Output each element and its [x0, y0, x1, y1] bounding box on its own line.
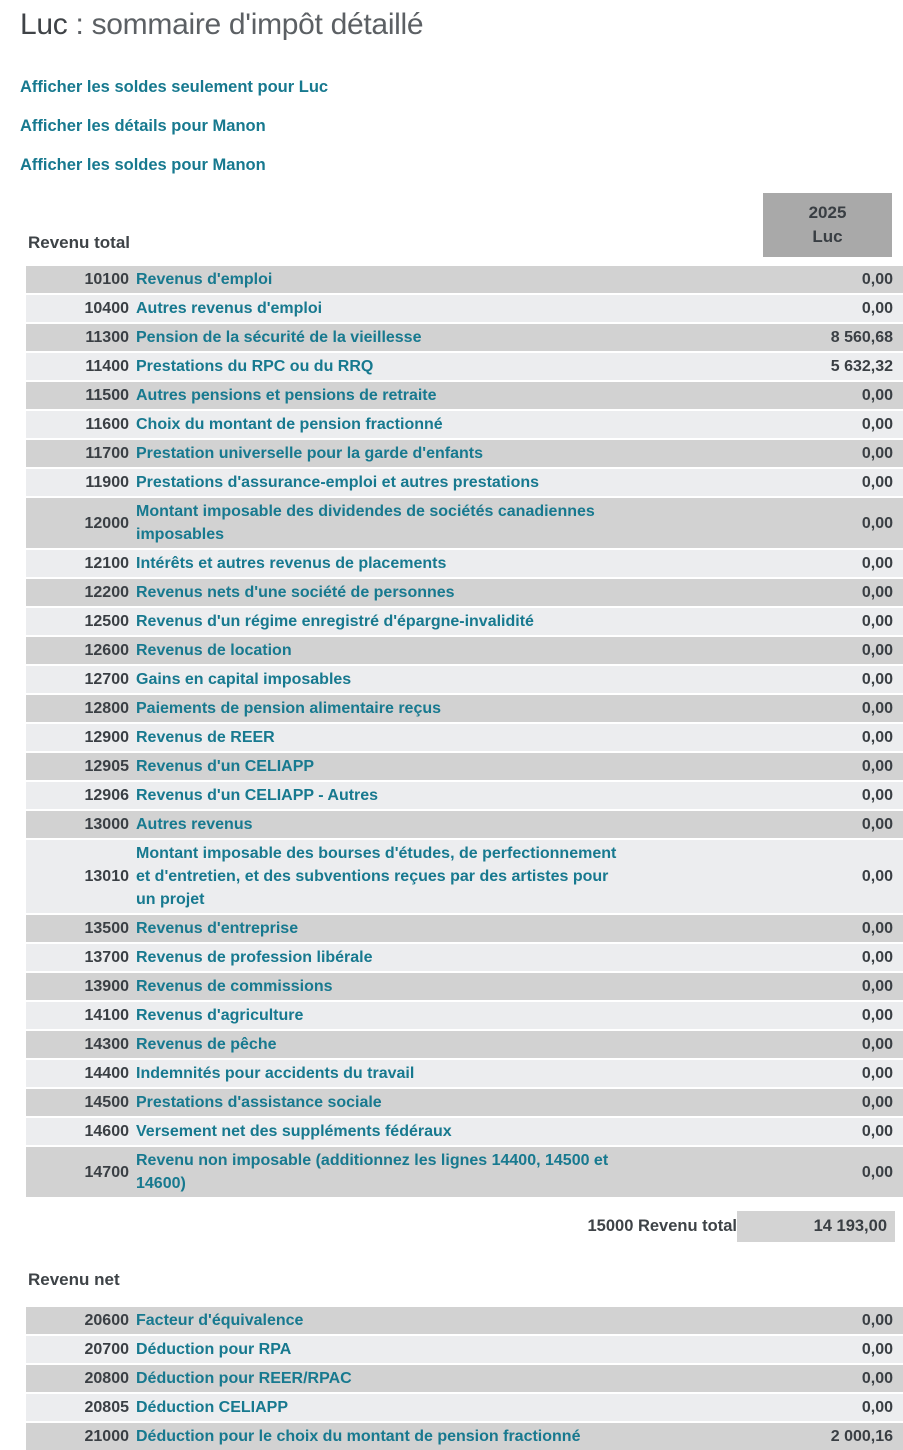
row-line-number: 20700	[84, 1341, 129, 1358]
row-value: 0,00	[861, 1312, 893, 1329]
row-label-link[interactable]: Indemnités pour accidents du travail	[136, 1065, 415, 1082]
row-label-link[interactable]: Revenus de commissions	[136, 978, 333, 995]
row-line-number: 11400	[85, 358, 129, 375]
table-row	[26, 1394, 903, 1421]
row-label-link[interactable]: Prestations du RPC ou du RRQ	[136, 358, 374, 375]
row-label-link[interactable]: Revenus d'agriculture	[136, 1007, 304, 1024]
row-line-number: 10400	[84, 300, 129, 317]
row-value: 0,00	[861, 949, 893, 966]
row-line-number: 13900	[84, 978, 129, 995]
row-value: 0,00	[861, 642, 893, 659]
table-row	[26, 608, 903, 635]
row-value: 0,00	[861, 300, 893, 317]
table-row	[26, 382, 903, 409]
row-value: 0,00	[861, 1007, 893, 1024]
table-row	[26, 266, 903, 293]
table-row	[26, 469, 903, 496]
row-label-link[interactable]: Revenus de profession libérale	[136, 949, 373, 966]
row-value: 0,00	[861, 1370, 893, 1387]
total-label	[587, 1217, 737, 1236]
row-line-number: 12100	[84, 555, 129, 572]
row-line-number: 20800	[84, 1370, 129, 1387]
row-label-link[interactable]: Revenus nets d'une société de personnes	[136, 584, 455, 601]
row-value: 0,00	[861, 1163, 893, 1181]
row-value: 0,00	[861, 387, 893, 404]
table-row	[26, 1147, 903, 1197]
table-row	[26, 753, 903, 780]
row-label-link[interactable]: Revenus d'emploi	[136, 271, 273, 288]
page-title-subtitle: : sommaire d'impôt détaillé	[75, 8, 424, 41]
column-header	[763, 193, 892, 257]
row-label-link[interactable]: Revenus d'un CELIAPP	[136, 758, 315, 775]
row-label-link[interactable]: Prestations d'assurance-emploi et autres prestations	[136, 474, 540, 491]
tax-summary-page	[0, 6, 903, 1443]
table-row	[26, 353, 903, 380]
row-line-number: 10100	[84, 271, 129, 288]
section-heading-revenu-net: Revenu net	[28, 1270, 120, 1289]
row-line-number: 20805	[84, 1399, 129, 1416]
link-soldes-seulement-luc[interactable]: Afficher les soldes seulement pour Luc	[20, 78, 329, 96]
row-line-number: 12906	[84, 787, 129, 804]
page-title-name: Luc	[20, 8, 68, 41]
row-value: 0,00	[861, 584, 893, 601]
row-label-link[interactable]: Déduction pour REER/RPAC	[136, 1370, 352, 1387]
row-line-number: 13010	[84, 868, 129, 885]
row-value: 0,00	[861, 613, 893, 630]
row-value: 0,00	[861, 271, 893, 288]
row-value: 0,00	[861, 416, 893, 433]
row-label-link[interactable]: Déduction pour le choix du montant de pension fractionné	[136, 1428, 581, 1445]
table-row	[26, 295, 903, 322]
table-row	[26, 324, 903, 351]
row-label-link[interactable]: Intérêts et autres revenus de placements	[136, 555, 447, 572]
row-value: 0,00	[861, 514, 893, 532]
row-value: 0,00	[861, 978, 893, 995]
row-value: 0,00	[861, 474, 893, 491]
table-row	[26, 1060, 903, 1087]
row-value: 0,00	[861, 671, 893, 688]
row-value: 0,00	[861, 1094, 893, 1111]
row-label-link[interactable]: Revenus de location	[136, 642, 292, 659]
table-row	[26, 1336, 903, 1363]
summary-links	[20, 76, 903, 176]
row-line-number: 14300	[84, 1036, 129, 1053]
table-row	[26, 1031, 903, 1058]
row-label-link[interactable]: Déduction pour RPA	[136, 1341, 292, 1358]
row-line-number: 12905	[84, 758, 129, 775]
section-heading-revenu-total: Revenu total	[28, 233, 131, 252]
row-line-number: 11500	[85, 387, 129, 404]
table-row	[26, 840, 903, 913]
row-label-link[interactable]: Revenus de REER	[136, 729, 275, 746]
table-header-band	[0, 193, 903, 257]
row-value: 0,00	[861, 816, 893, 833]
row-value: 0,00	[861, 920, 893, 937]
table-row	[26, 579, 903, 606]
row-line-number: 13700	[84, 949, 129, 966]
row-line-number: 12900	[84, 729, 129, 746]
row-label-link[interactable]: Pension de la sécurité de la vieillesse	[136, 329, 422, 346]
table-row	[26, 1365, 903, 1392]
row-value: 0,00	[861, 1341, 893, 1358]
column-header-year: 2025	[808, 203, 847, 222]
row-line-number: 14600	[84, 1123, 129, 1140]
total-line-number: 15000	[587, 1217, 634, 1235]
row-label-link[interactable]: Gains en capital imposables	[136, 671, 352, 688]
table-row	[26, 811, 903, 838]
row-value: 0,00	[861, 700, 893, 717]
table-row	[26, 1002, 903, 1029]
table-row	[26, 411, 903, 438]
row-value: 0,00	[861, 445, 893, 462]
row-label-link[interactable]: Déduction CELIAPP	[136, 1399, 289, 1416]
row-value: 0,00	[861, 868, 893, 885]
row-value: 0,00	[861, 729, 893, 746]
row-line-number: 11700	[85, 445, 129, 462]
row-line-number: 12000	[84, 514, 129, 532]
total-label-text: Revenu total	[637, 1217, 737, 1235]
table-row	[26, 973, 903, 1000]
row-label-link[interactable]: Revenus d'un régime enregistré d'épargne-invalidité	[136, 613, 534, 630]
row-label-link[interactable]: Choix du montant de pension fractionné	[136, 416, 443, 433]
row-label-link[interactable]: Versement net des suppléments fédéraux	[136, 1123, 452, 1140]
row-value: 0,00	[861, 1065, 893, 1082]
page-title	[20, 6, 903, 44]
table-row	[26, 1089, 903, 1116]
table-row	[26, 498, 903, 548]
table-row	[26, 944, 903, 971]
row-label-link[interactable]: Paiements de pension alimentaire reçus	[136, 700, 442, 717]
row-line-number: 20600	[84, 1312, 129, 1329]
table-row	[26, 695, 903, 722]
row-label-link[interactable]: Revenu non imposable (additionnez les lignes 14400, 14500 et 14600)	[136, 1152, 609, 1192]
row-label-link[interactable]: Revenus d'un CELIAPP - Autres	[136, 787, 379, 804]
table-row	[26, 440, 903, 467]
row-line-number: 13500	[84, 920, 129, 937]
row-line-number: 14100	[84, 1007, 129, 1024]
row-label-link[interactable]: Revenus d'entreprise	[136, 920, 299, 937]
row-label-link[interactable]: Autres revenus	[136, 816, 253, 833]
link-details-manon[interactable]: Afficher les détails pour Manon	[20, 117, 266, 135]
row-value: 0,00	[861, 1399, 893, 1416]
table-row	[26, 782, 903, 809]
row-value: 2 000,16	[830, 1428, 893, 1445]
table-row	[26, 1118, 903, 1145]
column-header-person: Luc	[812, 227, 843, 246]
row-label-link[interactable]: Montant imposable des dividendes de sociétés canadiennes imposables	[136, 503, 595, 543]
link-soldes-manon[interactable]: Afficher les soldes pour Manon	[20, 156, 266, 174]
revenu-total-rows	[0, 266, 903, 1197]
table-row	[26, 724, 903, 751]
row-line-number: 12200	[84, 584, 129, 601]
row-label-link[interactable]: Facteur d'équivalence	[136, 1312, 304, 1329]
row-value: 0,00	[861, 787, 893, 804]
row-line-number: 21000	[84, 1428, 129, 1445]
table-row	[26, 666, 903, 693]
total-value: 14 193,00	[737, 1211, 895, 1242]
row-line-number: 11600	[85, 416, 129, 433]
row-line-number: 12600	[84, 642, 129, 659]
row-line-number: 12700	[84, 671, 129, 688]
row-value: 8 560,68	[830, 329, 893, 346]
row-value: 0,00	[861, 1123, 893, 1140]
row-line-number: 12500	[84, 613, 129, 630]
table-row	[26, 1307, 903, 1334]
row-line-number: 11300	[85, 329, 129, 346]
revenu-net-rows	[0, 1307, 903, 1450]
row-label-link[interactable]: Autres revenus d'emploi	[136, 300, 323, 317]
row-value: 0,00	[861, 758, 893, 775]
table-row	[26, 637, 903, 664]
row-label-link[interactable]: Prestation universelle pour la garde d'enfants	[136, 445, 484, 462]
row-label-link[interactable]: Autres pensions et pensions de retraite	[136, 387, 437, 404]
row-value: 0,00	[861, 1036, 893, 1053]
row-label-link[interactable]: Montant imposable des bourses d'études, de perfectionnement et d'entretien, et des subventions reçues par des artistes pour un projet	[136, 845, 617, 908]
row-label-link[interactable]: Prestations d'assistance sociale	[136, 1094, 382, 1111]
table-row	[26, 550, 903, 577]
row-value: 5 632,32	[830, 358, 893, 375]
row-line-number: 14400	[84, 1065, 129, 1082]
row-value: 0,00	[861, 555, 893, 572]
row-line-number: 14700	[84, 1163, 129, 1181]
row-line-number: 12800	[84, 700, 129, 717]
table-row	[26, 915, 903, 942]
row-line-number: 13000	[84, 816, 129, 833]
row-label-link[interactable]: Revenus de pêche	[136, 1036, 277, 1053]
row-line-number: 14500	[84, 1094, 129, 1111]
total-row	[0, 1211, 903, 1242]
row-line-number: 11900	[85, 474, 129, 491]
